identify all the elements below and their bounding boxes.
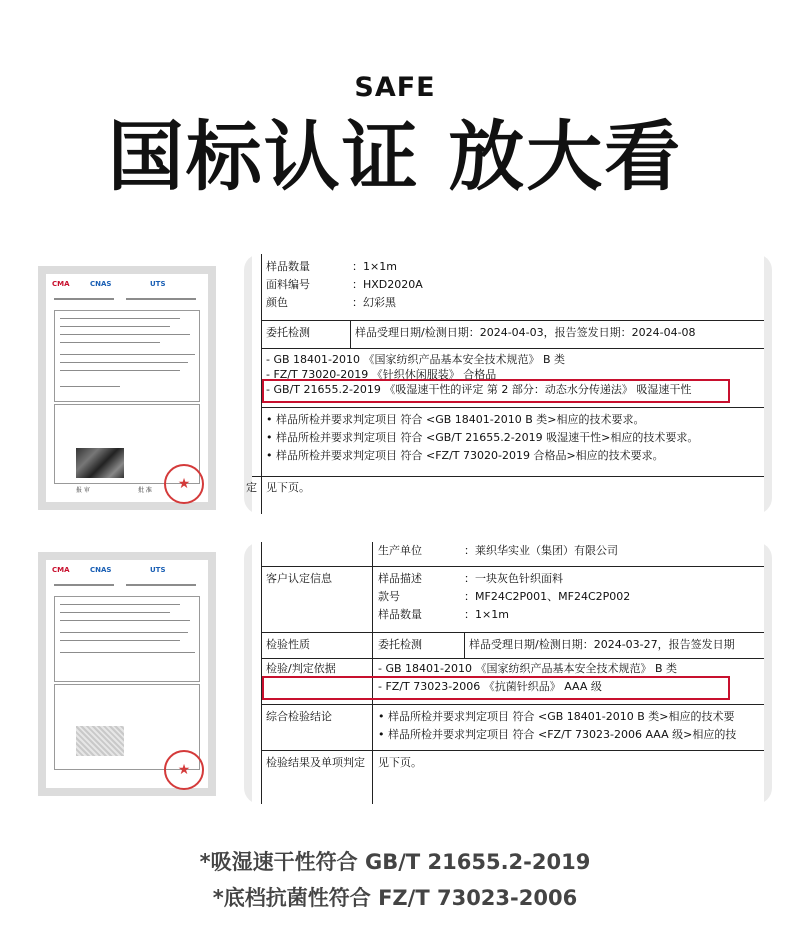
result-label: 检验结果及单项判定: [266, 756, 365, 769]
report-zoom-card-2: [244, 542, 772, 804]
cnas-logo: CNAS: [90, 280, 112, 288]
result-1: • 样品所检并要求判定项目 符合 <GB 18401-2010 B 类>相应的技术要: [378, 710, 735, 723]
fabric-label: 面料编号: [266, 278, 310, 291]
test-type-label: 委托检测: [378, 638, 422, 651]
highlight-box: [262, 379, 730, 403]
conclusion-label: 综合检验结论: [266, 710, 332, 723]
eyebrow-label: SAFE: [354, 72, 436, 103]
report-page: [46, 274, 208, 502]
page-title: 国标认证 放大看: [107, 112, 683, 201]
producer-label: 生产单位: [378, 544, 422, 557]
text-line: [60, 354, 195, 355]
standard-2: - FZ/T 73023-2006 《抗菌针织品》 AAA 级: [378, 680, 602, 693]
row-side-label: 定: [246, 481, 257, 494]
result-2: • 样品所检并要求判定项目 符合 <GB/T 21655.2-2019 吸湿速干性>相应的技术要求。: [266, 431, 699, 444]
text-line: [60, 386, 120, 387]
result-2: • 样品所检并要求判定项目 符合 <FZ/T 73023-2006 AAA 级>相应的技: [378, 728, 737, 741]
standard-3: - GB/T 21655.2-2019 《吸湿速干性的评定 第 2 部分：动态水分传递法》 吸湿速干性: [266, 383, 692, 396]
uts-logo: UTS: [150, 280, 166, 288]
text-line: [60, 342, 160, 343]
signature-left: 报 审: [76, 487, 90, 494]
fabric-swatch: [76, 448, 124, 478]
test-type-label: 委托检测: [266, 326, 310, 339]
test-dates: 样品受理日期/检测日期：2024-03-27，报告签发日期: [469, 638, 735, 651]
report-excerpt-1: [246, 254, 764, 514]
text-line: [126, 584, 196, 586]
client-info-label: 客户认定信息: [266, 572, 332, 585]
text-line: [54, 584, 114, 586]
result-1: • 样品所检并要求判定项目 符合 <GB 18401-2010 B 类>相应的技术要求。: [266, 413, 645, 426]
report-thumbnail-1[interactable]: [38, 266, 216, 510]
text-line: [60, 612, 170, 613]
test-dates: 样品受理日期/检测日期：2024-04-03，报告签发日期：2024-04-08: [355, 326, 696, 339]
standard-1: - GB 18401-2010 《国家纺织产品基本安全技术规范》 B 类: [378, 662, 678, 675]
report-excerpt-2: [252, 542, 764, 804]
producer-value: ：莱织华实业（集团）有限公司: [464, 544, 618, 557]
result-3: • 样品所检并要求判定项目 符合 <FZ/T 73020-2019 合格品>相应的技术要求。: [266, 449, 664, 462]
standard-2: - FZ/T 73020-2019 《针织休闲服装》 合格品: [266, 368, 497, 381]
qty-label: 样品数量: [378, 608, 422, 621]
text-line: [60, 620, 190, 621]
text-line: [60, 326, 170, 327]
style-label: 款号: [378, 590, 400, 603]
report-table: [54, 596, 200, 682]
fabric-value: ：HXD2020A: [352, 278, 423, 291]
report-zoom-card-1: [244, 254, 772, 514]
desc-value: ：一块灰色针织面料: [464, 572, 563, 585]
official-seal: ★: [164, 750, 204, 790]
claim-antibacterial: *底档抗菌性符合 FZ/T 73023-2006: [212, 886, 578, 910]
qty-label: 样品数量: [266, 260, 310, 273]
text-line: [60, 632, 188, 633]
text-line: [60, 604, 180, 605]
report-thumbnail-2[interactable]: [38, 552, 216, 796]
cma-logo: CMA: [52, 280, 70, 288]
remark-text: 见下页。: [266, 481, 310, 494]
color-value: ：幻彩黑: [352, 296, 396, 309]
report-page: [46, 560, 208, 788]
qty-value: ：1×1m: [352, 260, 397, 273]
text-line: [54, 298, 114, 300]
text-line: [126, 298, 196, 300]
cma-logo: CMA: [52, 566, 70, 574]
basis-label: 检验/判定依据: [266, 662, 336, 675]
nature-label: 检验性质: [266, 638, 310, 651]
standard-1: - GB 18401-2010 《国家纺织产品基本安全技术规范》 B 类: [266, 353, 566, 366]
fabric-swatch: [76, 726, 124, 756]
uts-logo: UTS: [150, 566, 166, 574]
style-value: ：MF24C2P001、MF24C2P002: [464, 590, 631, 603]
color-label: 颜色: [266, 296, 288, 309]
remark-text: 见下页。: [378, 756, 422, 769]
qty-value: ：1×1m: [464, 608, 509, 621]
claim-moisture-wicking: *吸湿速干性符合 GB/T 21655.2-2019: [199, 850, 591, 874]
desc-label: 样品描述: [378, 572, 422, 585]
text-line: [60, 652, 195, 653]
highlight-box: [262, 676, 730, 700]
text-line: [60, 362, 188, 363]
report-table: [54, 310, 200, 402]
text-line: [60, 318, 180, 319]
cnas-logo: CNAS: [90, 566, 112, 574]
text-line: [60, 334, 190, 335]
text-line: [60, 640, 180, 641]
signature-right: 批 准: [138, 487, 152, 494]
text-line: [60, 370, 180, 371]
official-seal: ★: [164, 464, 204, 504]
